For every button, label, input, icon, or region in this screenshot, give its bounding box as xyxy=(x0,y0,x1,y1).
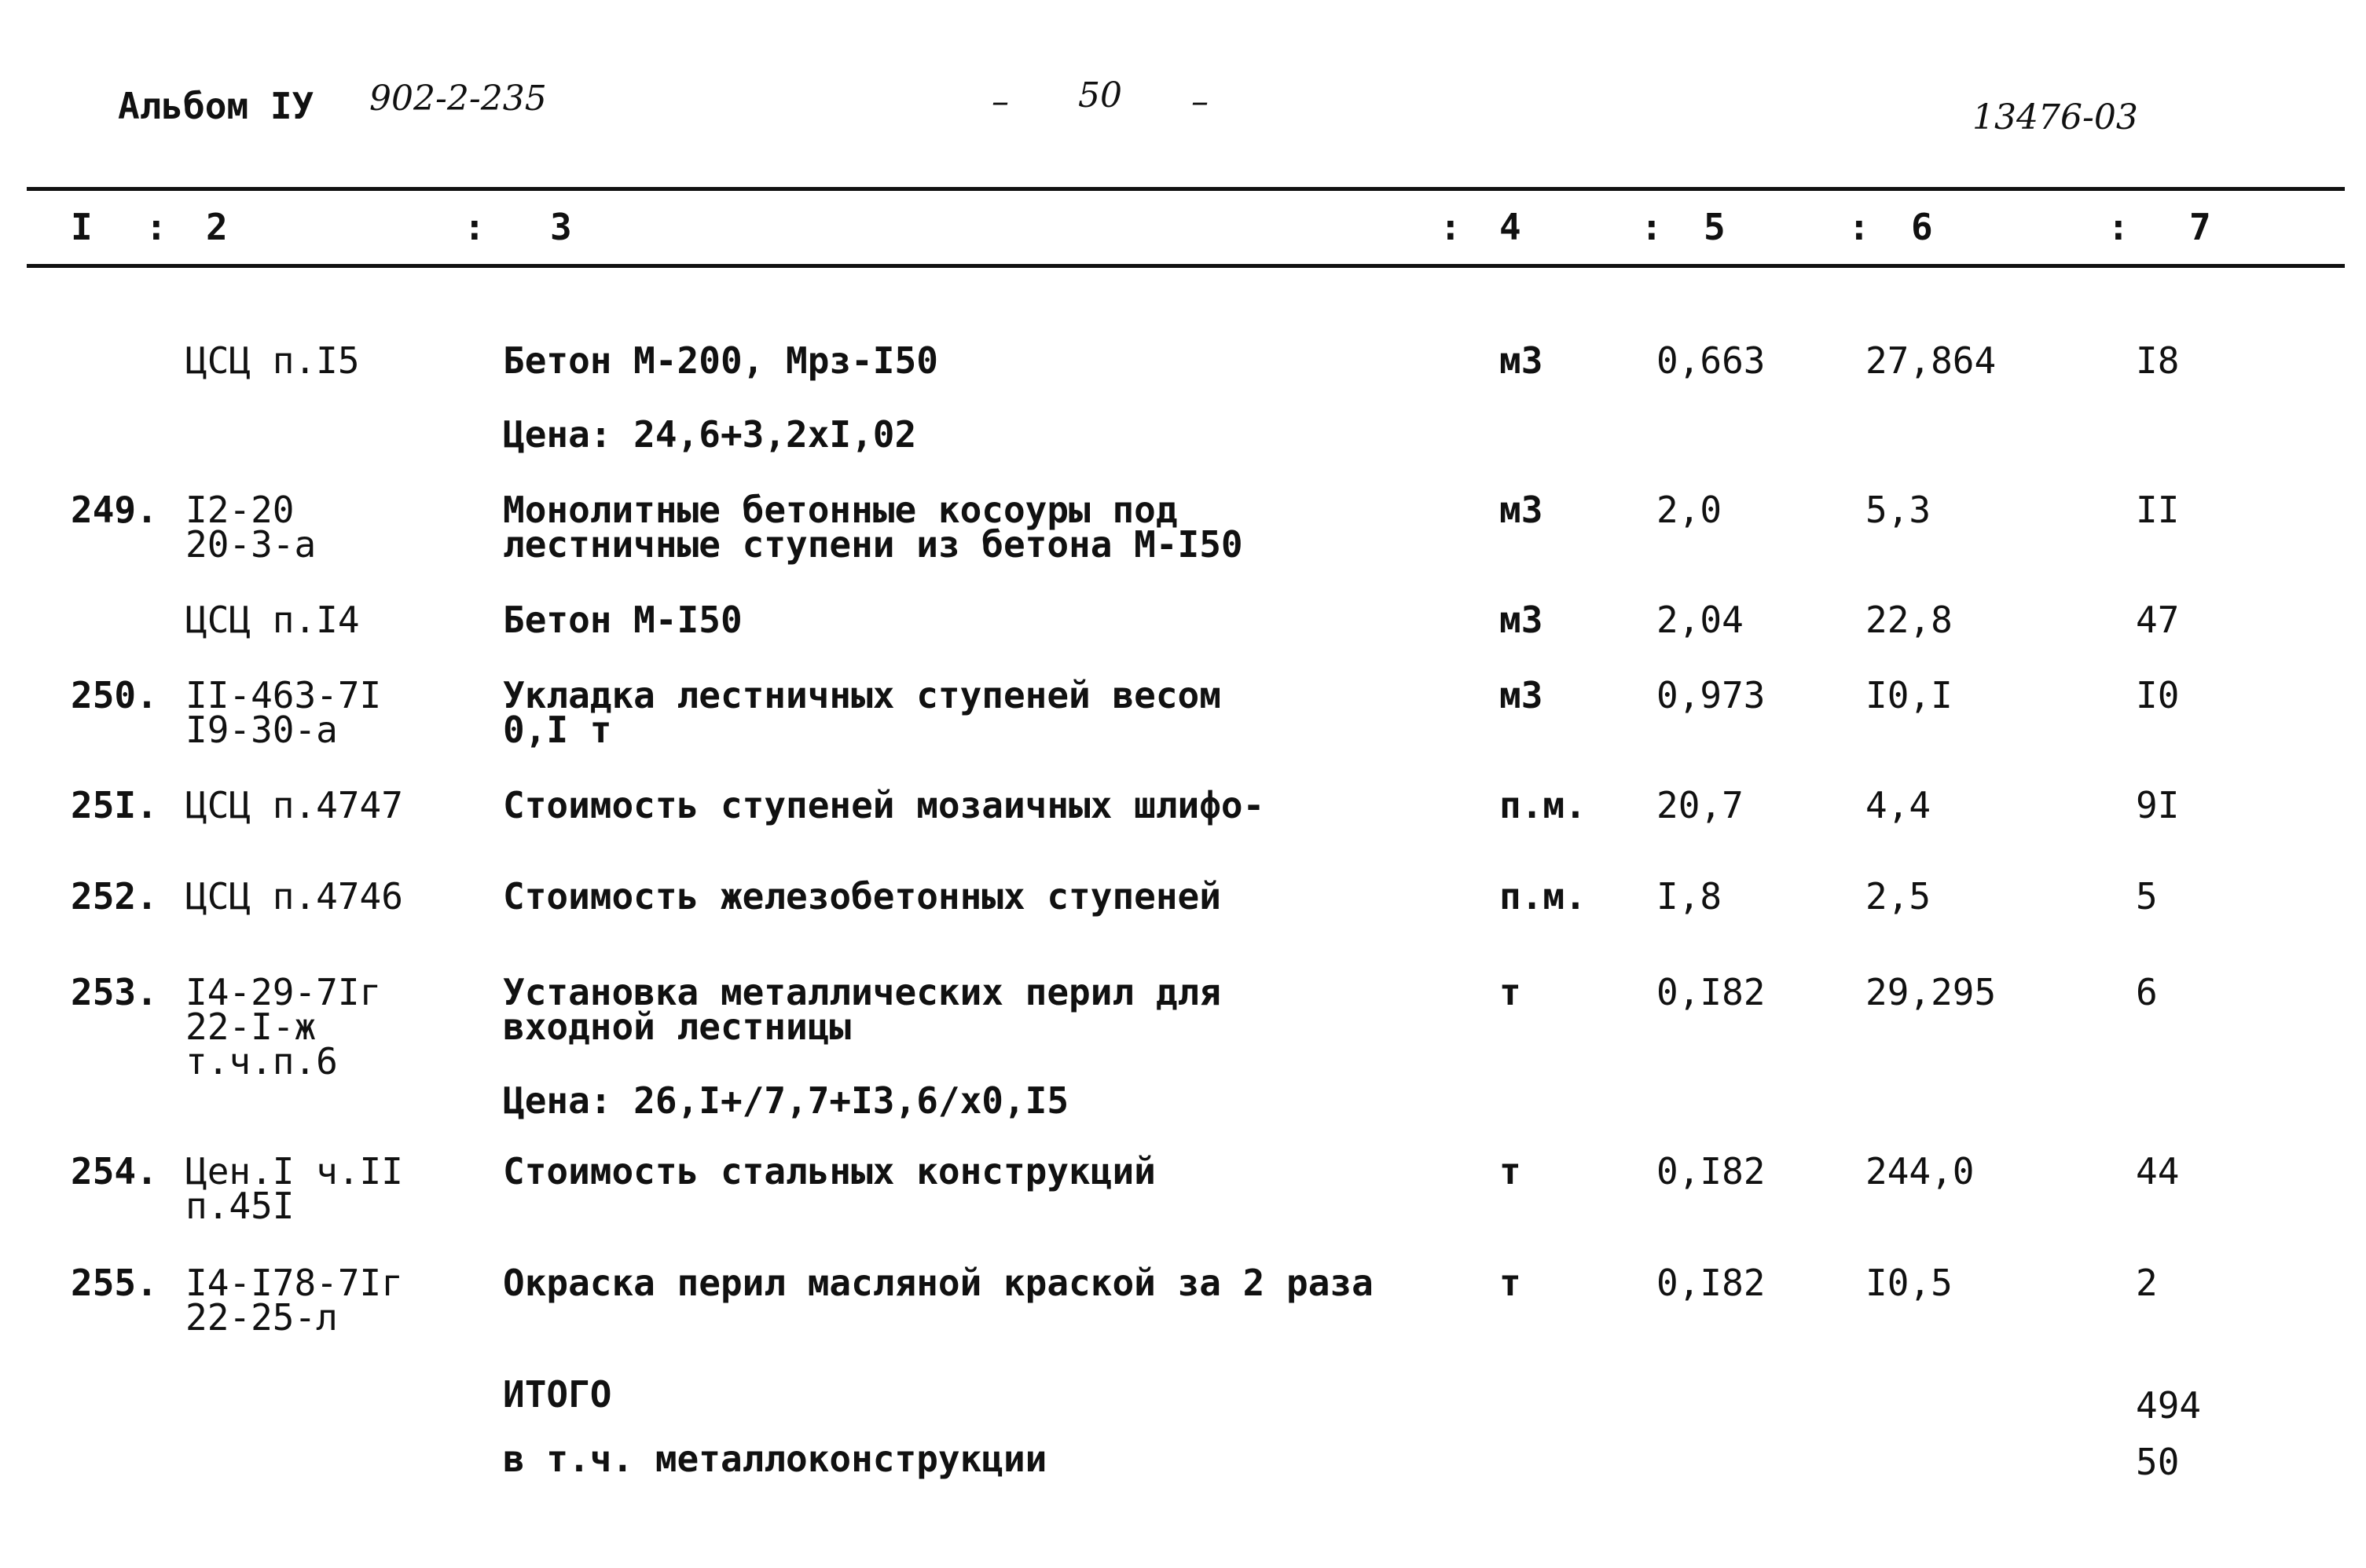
work-description: Окраска перил масляной краской за 2 раза xyxy=(503,1262,1374,1304)
unit-cell: м3 xyxy=(1499,599,1543,641)
norm-code: 22-I-ж xyxy=(185,1006,317,1048)
unit-price-cell: I0,5 xyxy=(1865,1262,1953,1304)
header-bottom-rule xyxy=(27,264,2345,268)
row-number: 254. xyxy=(71,1150,158,1192)
work-description: лестничные ступени из бетона М-I50 xyxy=(503,523,1243,566)
col-sep: : xyxy=(1848,206,1870,248)
metal-total-value: 50 xyxy=(2136,1441,2180,1483)
unit-cell: п.м. xyxy=(1499,784,1587,826)
norm-code: I4-29-7Iг xyxy=(185,971,382,1013)
row-number: 250. xyxy=(71,674,158,716)
quantity-cell: 0,973 xyxy=(1656,674,1766,716)
col-sep: : xyxy=(145,206,167,248)
col-sep: : xyxy=(2107,206,2129,248)
unit-cell: м3 xyxy=(1499,489,1543,531)
quantity-cell: 2,04 xyxy=(1656,599,1744,641)
work-description: Цена: 24,6+3,2хI,02 xyxy=(503,413,917,456)
norm-code: I4-I78-7Iг xyxy=(185,1262,403,1304)
norm-code: 22-25-л xyxy=(185,1296,338,1339)
quantity-cell: 0,663 xyxy=(1656,339,1766,382)
col-header-1: I xyxy=(71,206,93,248)
unit-price-cell: 27,864 xyxy=(1865,339,1997,382)
quantity-cell: 0,I82 xyxy=(1656,1150,1766,1192)
quantity-cell: 2,0 xyxy=(1656,489,1722,531)
total-value: 494 xyxy=(2136,1384,2202,1427)
work-description: Цена: 26,I+/7,7+I3,6/х0,I5 xyxy=(503,1079,1069,1122)
cost-cell: 47 xyxy=(2136,599,2180,641)
work-description: Укладка лестничных ступеней весом xyxy=(503,674,1221,716)
work-description: входной лестницы xyxy=(503,1006,852,1048)
col-header-3: 3 xyxy=(550,206,572,248)
cost-cell: II xyxy=(2136,489,2180,531)
column-header-row xyxy=(0,206,2366,256)
quantity-cell: 0,I82 xyxy=(1656,1262,1766,1304)
work-description: 0,I т xyxy=(503,709,612,751)
col-sep: : xyxy=(464,206,486,248)
unit-price-cell: 2,5 xyxy=(1865,875,1931,918)
col-header-6: 6 xyxy=(1911,206,1933,248)
work-description: Стоимость ступеней мозаичных шлифо- xyxy=(503,784,1265,826)
cost-cell: 5 xyxy=(2136,875,2158,918)
col-header-7: 7 xyxy=(2189,206,2211,248)
col-header-2: 2 xyxy=(206,206,228,248)
unit-cell: т xyxy=(1499,1150,1521,1192)
unit-cell: м3 xyxy=(1499,674,1543,716)
page-dash-left: – xyxy=(992,82,1009,122)
inventory-number: 13476-03 xyxy=(1972,97,2138,137)
unit-price-cell: 244,0 xyxy=(1865,1150,1975,1192)
row-number: 252. xyxy=(71,875,158,918)
norm-code: ЦСЦ п.4747 xyxy=(185,784,403,826)
col-header-4: 4 xyxy=(1499,206,1521,248)
work-description: Монолитные бетонные косоуры под xyxy=(503,489,1178,531)
norm-code: II-463-7I xyxy=(185,674,382,716)
work-description: Бетон М-I50 xyxy=(503,599,743,641)
norm-code: ЦСЦ п.I5 xyxy=(185,339,360,382)
unit-price-cell: 29,295 xyxy=(1865,971,1997,1013)
quantity-cell: 0,I82 xyxy=(1656,971,1766,1013)
work-description: Бетон М-200, Мрз-I50 xyxy=(503,339,938,382)
row-number: 249. xyxy=(71,489,158,531)
unit-cell: т xyxy=(1499,1262,1521,1304)
cost-cell: 2 xyxy=(2136,1262,2158,1304)
quantity-cell: 20,7 xyxy=(1656,784,1744,826)
norm-code: I9-30-а xyxy=(185,709,338,751)
norm-code: ЦСЦ п.4746 xyxy=(185,875,403,918)
col-header-5: 5 xyxy=(1704,206,1726,248)
norm-code: т.ч.п.6 xyxy=(185,1040,338,1083)
norm-code: I2-20 xyxy=(185,489,295,531)
total-label: ИТОГО xyxy=(503,1373,612,1416)
work-description: Установка металлических перил для xyxy=(503,971,1221,1013)
cost-cell: I8 xyxy=(2136,339,2180,382)
cost-cell: I0 xyxy=(2136,674,2180,716)
project-number: 902-2-235 xyxy=(369,79,547,119)
page-dash-right: – xyxy=(1191,82,1209,122)
unit-price-cell: 22,8 xyxy=(1865,599,1953,641)
unit-price-cell: 5,3 xyxy=(1865,489,1931,531)
unit-price-cell: 4,4 xyxy=(1865,784,1931,826)
unit-price-cell: I0,I xyxy=(1865,674,1953,716)
unit-cell: м3 xyxy=(1499,339,1543,382)
quantity-cell: I,8 xyxy=(1656,875,1722,918)
album-label: Альбом IУ xyxy=(118,85,314,127)
col-sep: : xyxy=(1440,206,1462,248)
work-description: Стоимость стальных конструкций xyxy=(503,1150,1156,1192)
cost-cell: 44 xyxy=(2136,1150,2180,1192)
cost-cell: 9I xyxy=(2136,784,2180,826)
norm-code: Цен.I ч.II xyxy=(185,1150,403,1192)
row-number: 25I. xyxy=(71,784,158,826)
unit-cell: п.м. xyxy=(1499,875,1587,918)
work-description: Стоимость железобетонных ступеней xyxy=(503,875,1221,918)
norm-code: п.45I xyxy=(185,1185,295,1227)
norm-code: 20-3-а xyxy=(185,523,317,566)
row-number: 255. xyxy=(71,1262,158,1304)
metal-total-label: в т.ч. металлоконструкции xyxy=(503,1438,1047,1480)
page-number: 50 xyxy=(1078,75,1122,115)
top-rule xyxy=(27,187,2345,191)
row-number: 253. xyxy=(71,971,158,1013)
col-sep: : xyxy=(1641,206,1663,248)
norm-code: ЦСЦ п.I4 xyxy=(185,599,360,641)
cost-cell: 6 xyxy=(2136,971,2158,1013)
unit-cell: т xyxy=(1499,971,1521,1013)
